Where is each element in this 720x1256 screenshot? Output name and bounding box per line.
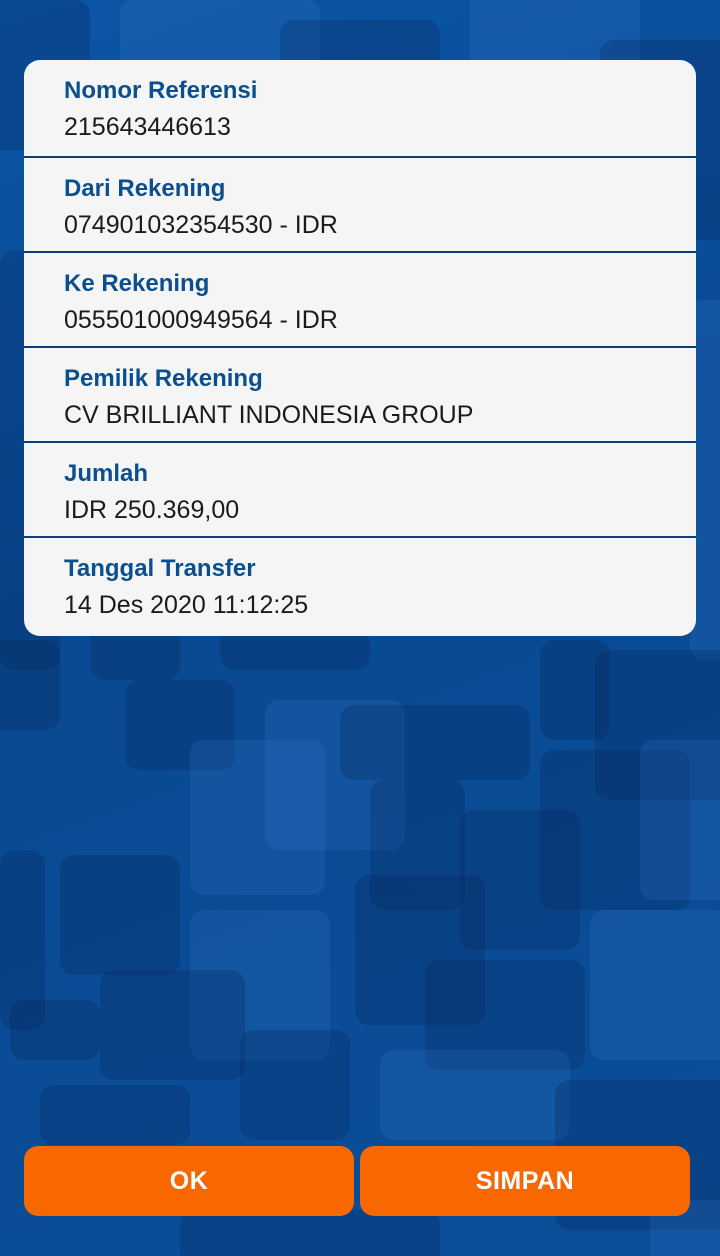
detail-row-amount bbox=[24, 443, 696, 538]
detail-row-reference bbox=[24, 60, 696, 158]
transfer-date-value: 14 Des 2020 11:12:25 bbox=[64, 591, 309, 619]
destination-account-value: 055501000949564 - IDR bbox=[64, 306, 338, 334]
amount-label: Jumlah bbox=[64, 460, 149, 487]
destination-account-label: Ke Rekening bbox=[64, 270, 210, 297]
account-owner-label: Pemilik Rekening bbox=[64, 365, 263, 392]
detail-row-transfer-date bbox=[24, 538, 696, 633]
transfer-detail-card bbox=[24, 60, 696, 636]
account-owner-value: CV BRILLIANT INDONESIA GROUP bbox=[64, 401, 474, 429]
save-button[interactable]: SIMPAN bbox=[360, 1146, 690, 1216]
reference-label: Nomor Referensi bbox=[64, 77, 258, 104]
transfer-date-label: Tanggal Transfer bbox=[64, 555, 256, 582]
source-account-value: 074901032354530 - IDR bbox=[64, 211, 338, 239]
source-account-label: Dari Rekening bbox=[64, 175, 226, 202]
detail-row-destination-account bbox=[24, 253, 696, 348]
reference-value: 215643446613 bbox=[64, 113, 231, 141]
detail-row-source-account bbox=[24, 158, 696, 253]
ok-button[interactable]: OK bbox=[24, 1146, 354, 1216]
amount-value: IDR 250.369,00 bbox=[64, 496, 240, 524]
detail-row-account-owner bbox=[24, 348, 696, 443]
